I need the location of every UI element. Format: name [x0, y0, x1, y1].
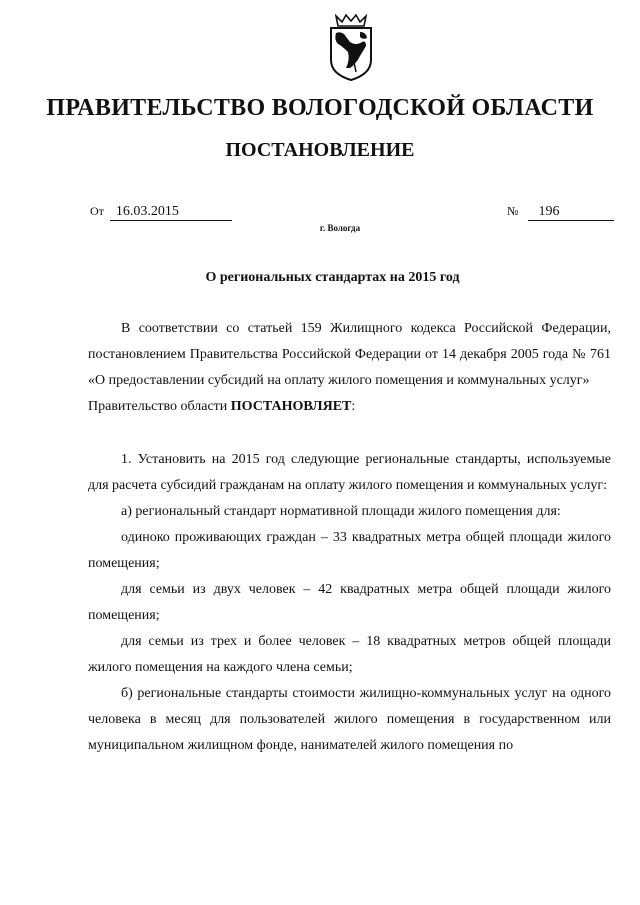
body-paragraph: а) региональный стандарт нормативной площади жилого помещения для:: [121, 504, 561, 519]
body-paragraph: для семьи из двух человек – 42 квадратных метра общей площади жилого помещения;: [88, 582, 611, 623]
document-body: [88, 316, 611, 759]
decree-word: ПОСТАНОВЛЯЕТ: [230, 399, 352, 414]
body-paragraph: б) региональные стандарты стоимости жилищно-коммунальных услуг на одного человека в месяц для пользователей жилого помещения в государственном или муниципальном жилищном фонде, нанимателей жилого помещения по: [88, 686, 611, 753]
body-paragraph: для семьи из трех и более человек – 18 квадратных метров общей площади жилого помещения на каждого члена семьи;: [88, 634, 611, 675]
body-paragraph: 1. Установить на 2015 год следующие региональные стандарты, используемые для расчета субсидий гражданам на оплату жилого помещения и коммунальных услуг:: [88, 452, 611, 493]
document-number: [507, 204, 614, 221]
document-heading: О региональных стандартах на 2015 год: [205, 270, 460, 285]
number-prefix: №: [507, 204, 519, 218]
city-label: г. Вологда: [319, 223, 361, 233]
date-value: 16.03.2015: [110, 204, 232, 221]
number-value: 196: [528, 204, 614, 221]
document-type: ПОСТАНОВЛЕНИЕ: [225, 139, 415, 161]
preamble-paragraph: В соответствии со статьей 159 Жилищного кодекса Российской Федерации, постановлением Правительства Российской Федерации от 14 декабря 2005 года № 761 «О предоставлении субсидий на оплату жилого помещения и коммунальных услуг»: [88, 321, 611, 388]
decree-prefix: Правительство области: [88, 399, 231, 414]
decree-suffix: :: [351, 399, 356, 414]
decree-line: [88, 394, 611, 420]
date-prefix: От: [90, 204, 104, 218]
body-paragraph: одиноко проживающих граждан – 33 квадратных метра общей площади жилого помещения;: [88, 530, 611, 571]
government-title: ПРАВИТЕЛЬСТВО ВОЛОГОДСКОЙ ОБЛАСТИ: [46, 95, 594, 121]
coat-of-arms-emblem: [322, 12, 380, 84]
document-date: [90, 204, 232, 221]
coat-of-arms-icon: [322, 12, 380, 84]
paragraph-spacer: [88, 420, 611, 447]
